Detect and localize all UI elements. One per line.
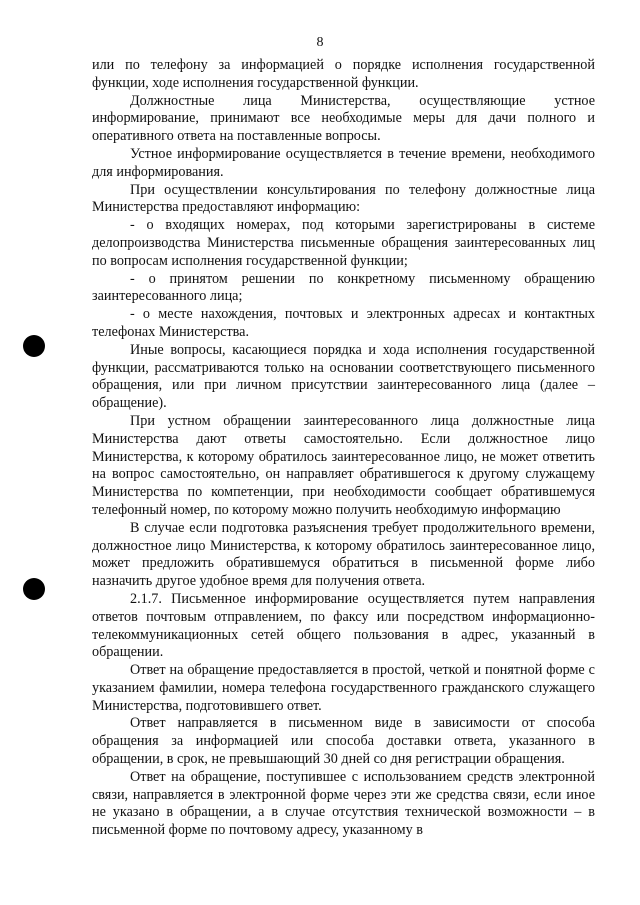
paragraph-answer-deadline: Ответ направляется в письменном виде в зависимости от способа обращения за информацией или способа доставки ответа, указанного в обращении, в срок, не превышающий 30 дней со дня регистрации обращения. (92, 715, 595, 768)
paragraph-long-explanation: В случае если подготовка разъяснения требует продолжительного времени, должностное лицо Министерства, к которому обратилось заинтересованное лицо, может предложить обратившемуся обратиться в письменной форме либо назначить другое удобное время для получения ответа. (92, 519, 595, 590)
paragraph-phone-consulting: При осуществлении консультирования по телефону должностные лица Министерства предоставляют информацию: (92, 181, 595, 216)
document-body (92, 57, 595, 840)
paragraph-oral-informing-time: Устное информирование осуществляется в течение времени, необходимого для информирования. (92, 145, 595, 180)
paragraph-oral-appeal: При устном обращении заинтересованного лица должностные лица Министерства дают ответы самостоятельно. Если должностное лицо Министерства, к которому обратилось заинтересованное лицо, не может ответить на вопрос самостоятельно, он направляет обратившегося к другому служащему Министерства по компетенции, при необходимости сообщает обратившемуся телефонный номер, по которому можно получить необходимую информацию (92, 412, 595, 518)
punch-hole-mark (23, 578, 45, 600)
list-item-incoming-numbers: - о входящих номерах, под которыми зарегистрированы в системе делопроизводства Министерства письменные обращения заинтересованных лиц по вопросам исполнения государственной функции; (92, 217, 595, 269)
paragraph-electronic-answer: Ответ на обращение, поступившее с использованием средств электронной связи, направляется в электронной форме через эти же средства связи, если иное не указано в обращении, а в случае отсутствия технической возможности – в письменной форме по почтовому адресу, указанному в (92, 768, 595, 839)
paragraph-continuation: или по телефону за информацией о порядке исполнения государственной функции, ходе исполнения государственной функции. (92, 57, 595, 91)
paragraph-answer-form: Ответ на обращение предоставляется в простой, четкой и понятной форме с указанием фамилии, номера телефона государственного гражданского служащего Министерства, подготовившего ответ. (92, 662, 595, 714)
paragraph-oral-informing-officials: Должностные лица Министерства, осуществляющие устное информирование, принимают все необходимые меры для дачи полного и оперативного ответа на поставленные вопросы. (92, 92, 595, 145)
page-number: 8 (316, 35, 324, 50)
punch-hole-mark (23, 335, 45, 357)
paragraph-written-informing: 2.1.7. Письменное информирование осуществляется путем направления ответов почтовым отправлением, по факсу или посредством информационно-телекоммуникационных сетей общего пользования в адрес, указанный в обращении. (92, 590, 595, 661)
list-item-decision: - о принятом решении по конкретному письменному обращению заинтересованного лица; (92, 270, 595, 305)
paragraph-other-questions: Иные вопросы, касающиеся порядка и хода исполнения государственной функции, рассматриваются только на основании соответствующего письменного обращения, или при личном присутствии заинтересованного лица (далее – обращение). (92, 341, 595, 412)
list-item-location-contacts: - о месте нахождения, почтовых и электронных адресах и контактных телефонах Министерства. (92, 306, 595, 340)
